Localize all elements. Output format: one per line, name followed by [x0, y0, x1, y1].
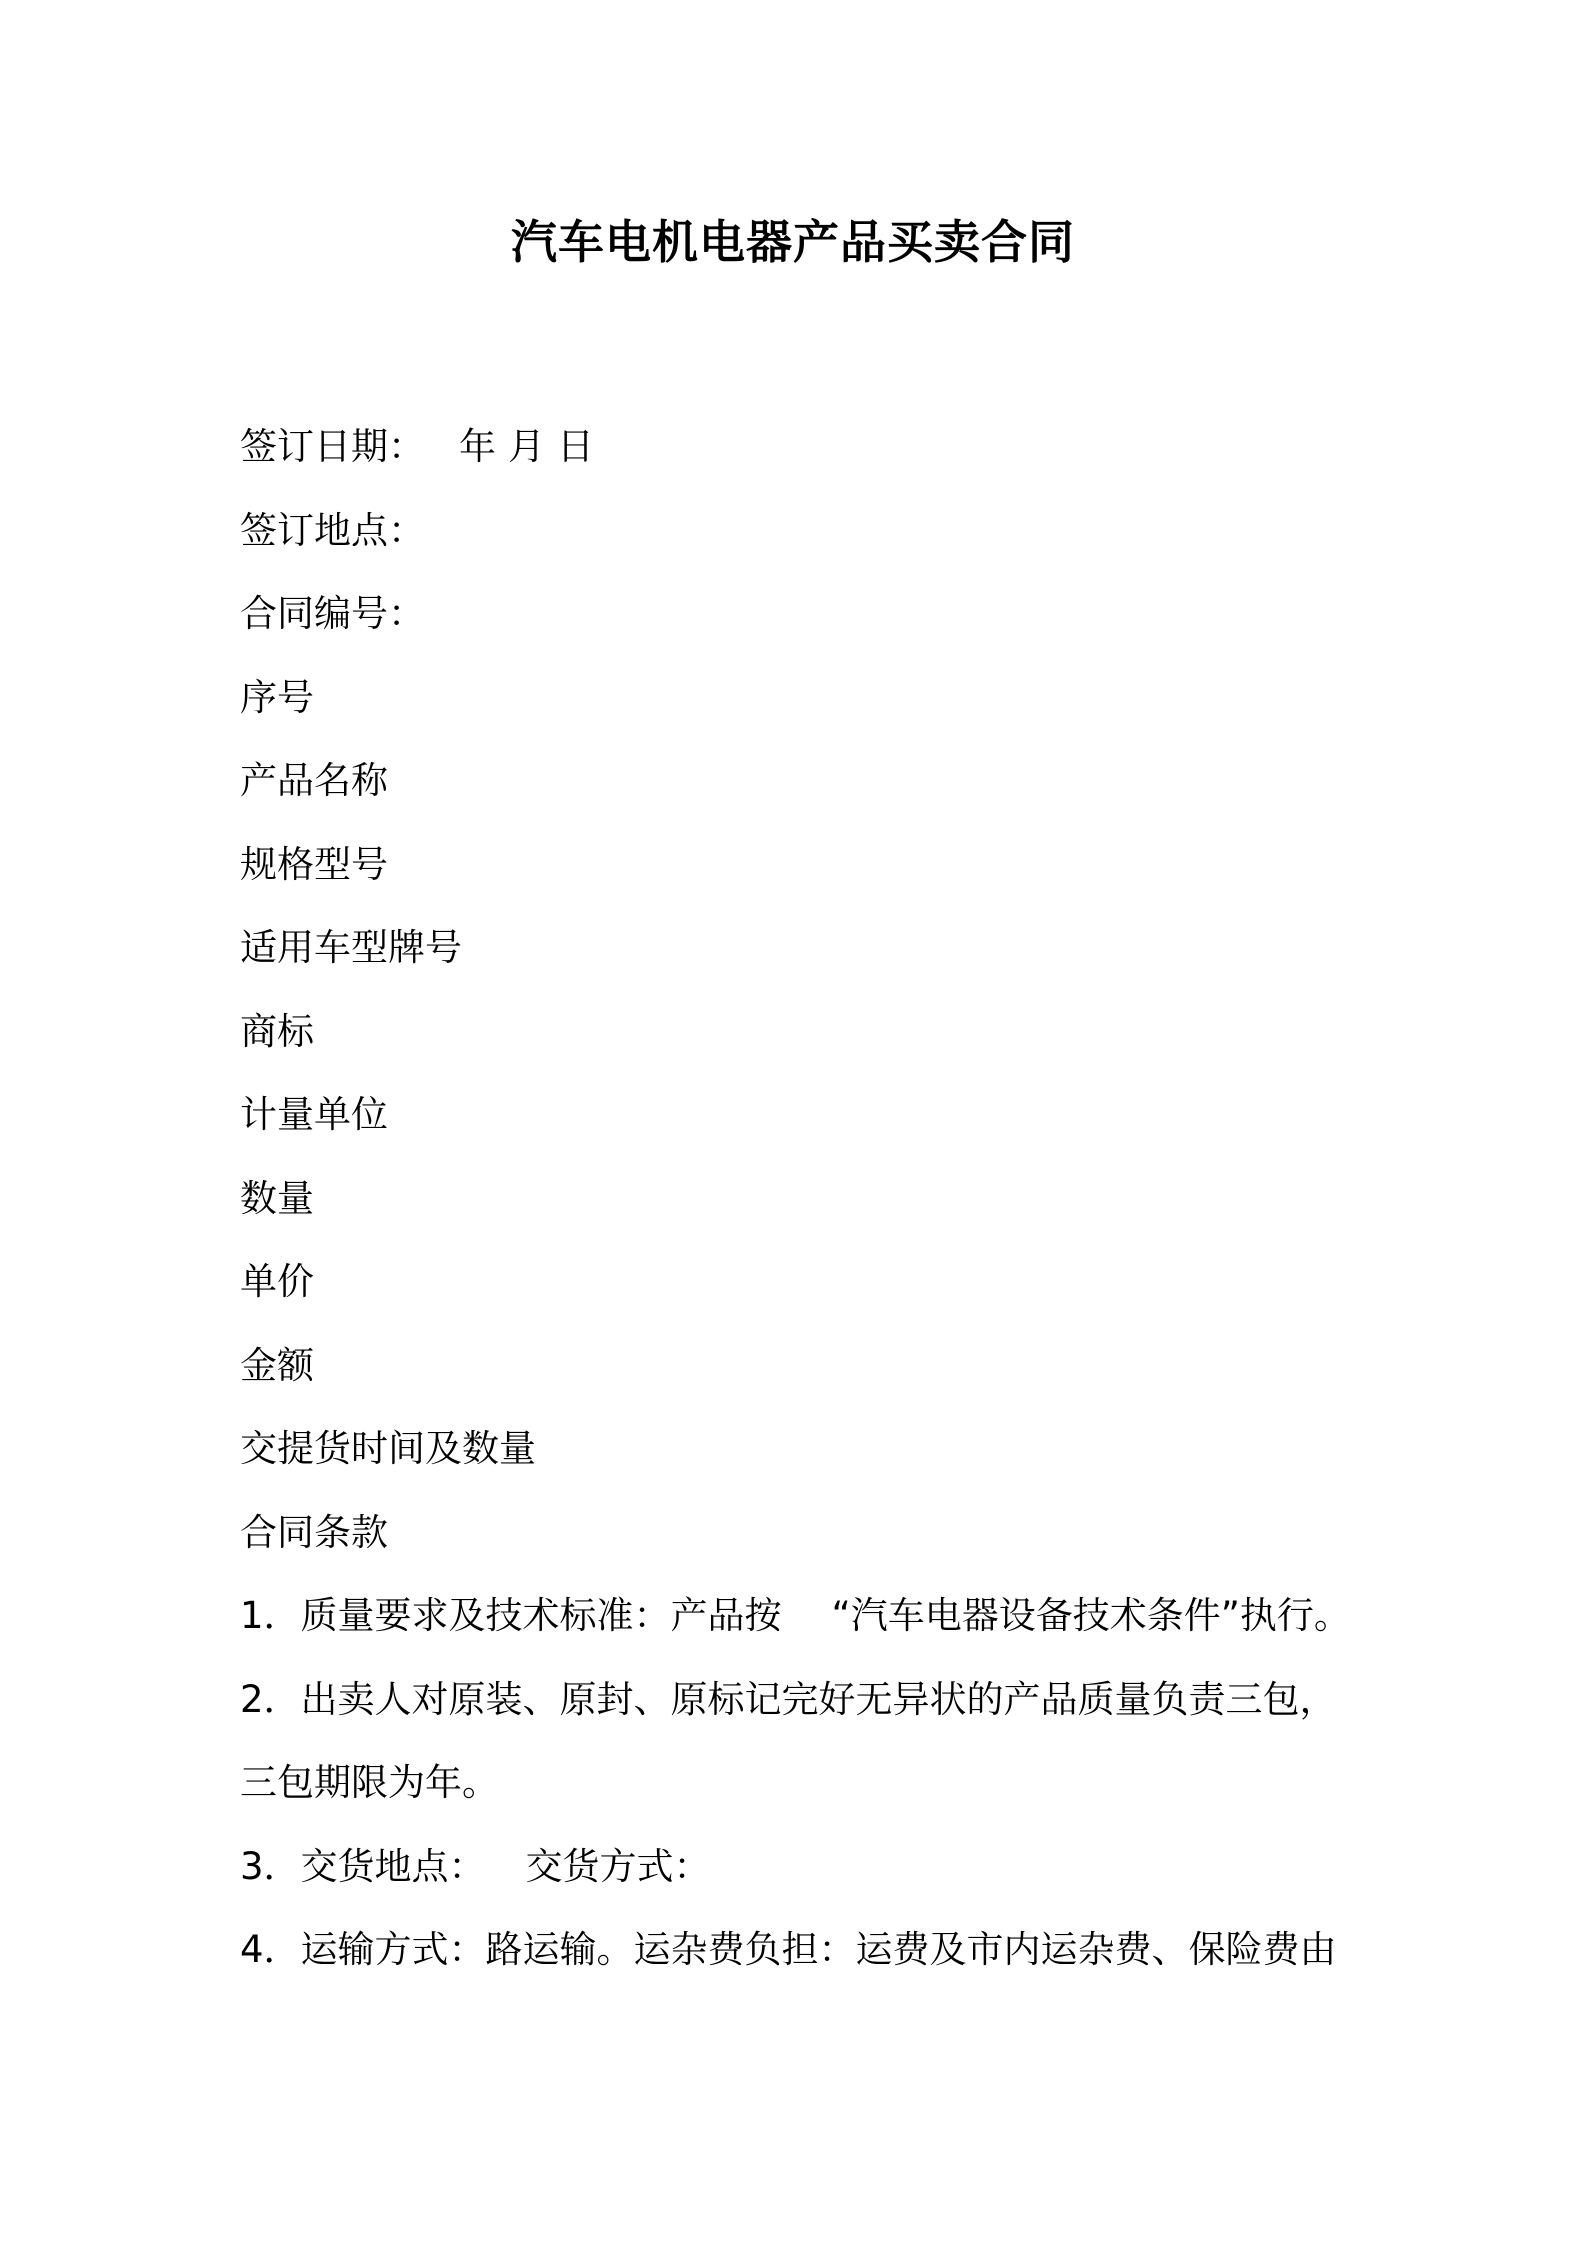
document-title: 汽车电机电器产品买卖合同	[511, 215, 1075, 269]
clause-1-text: 1．质量要求及技术标准：产品按	[240, 1594, 782, 1637]
field-trademark: 商标	[240, 1009, 314, 1053]
clause-3	[240, 1825, 1420, 1909]
clause-2-line-2: 三包期限为年。	[240, 1761, 499, 1804]
sign-date-month: 月	[508, 425, 545, 468]
field-amount: 金额	[240, 1343, 314, 1387]
field-product-name: 产品名称	[240, 759, 388, 802]
sign-date-line	[240, 405, 1420, 489]
field-delivery-time: 交提货时间及数量	[240, 1427, 536, 1470]
field-vehicle-model: 适用车型牌号	[240, 926, 462, 969]
field-quantity: 数量	[240, 1176, 314, 1220]
contract-number-line: 合同编号：	[240, 592, 425, 635]
clause-1-quote: “汽车电器设备技术条件”执行。	[831, 1594, 1351, 1637]
terms-heading: 合同条款	[240, 1510, 388, 1554]
clause-3-text: 3．交货地点：	[240, 1844, 486, 1888]
clause-3-delivery-method: 交货方式：	[525, 1844, 711, 1888]
clause-4: 4．运输方式：路运输。运杂费负担：运费及市内运杂费、保险费由	[240, 1928, 1337, 1971]
field-unit-price: 单价	[240, 1260, 314, 1303]
sign-place-line: 签订地点：	[240, 508, 425, 552]
document-body	[240, 405, 1420, 1992]
sign-date-day: 日	[557, 425, 594, 468]
field-spec-model: 规格型号	[240, 842, 388, 886]
clause-1	[240, 1574, 1420, 1658]
sign-date-label: 签订日期：	[240, 425, 425, 468]
sign-date-year: 年	[459, 425, 496, 468]
field-serial-no: 序号	[240, 675, 314, 719]
clause-2-line-1: 2．出卖人对原装、原封、原标记完好无异状的产品质量负责三包，	[240, 1677, 1337, 1721]
field-unit: 计量单位	[240, 1093, 388, 1136]
